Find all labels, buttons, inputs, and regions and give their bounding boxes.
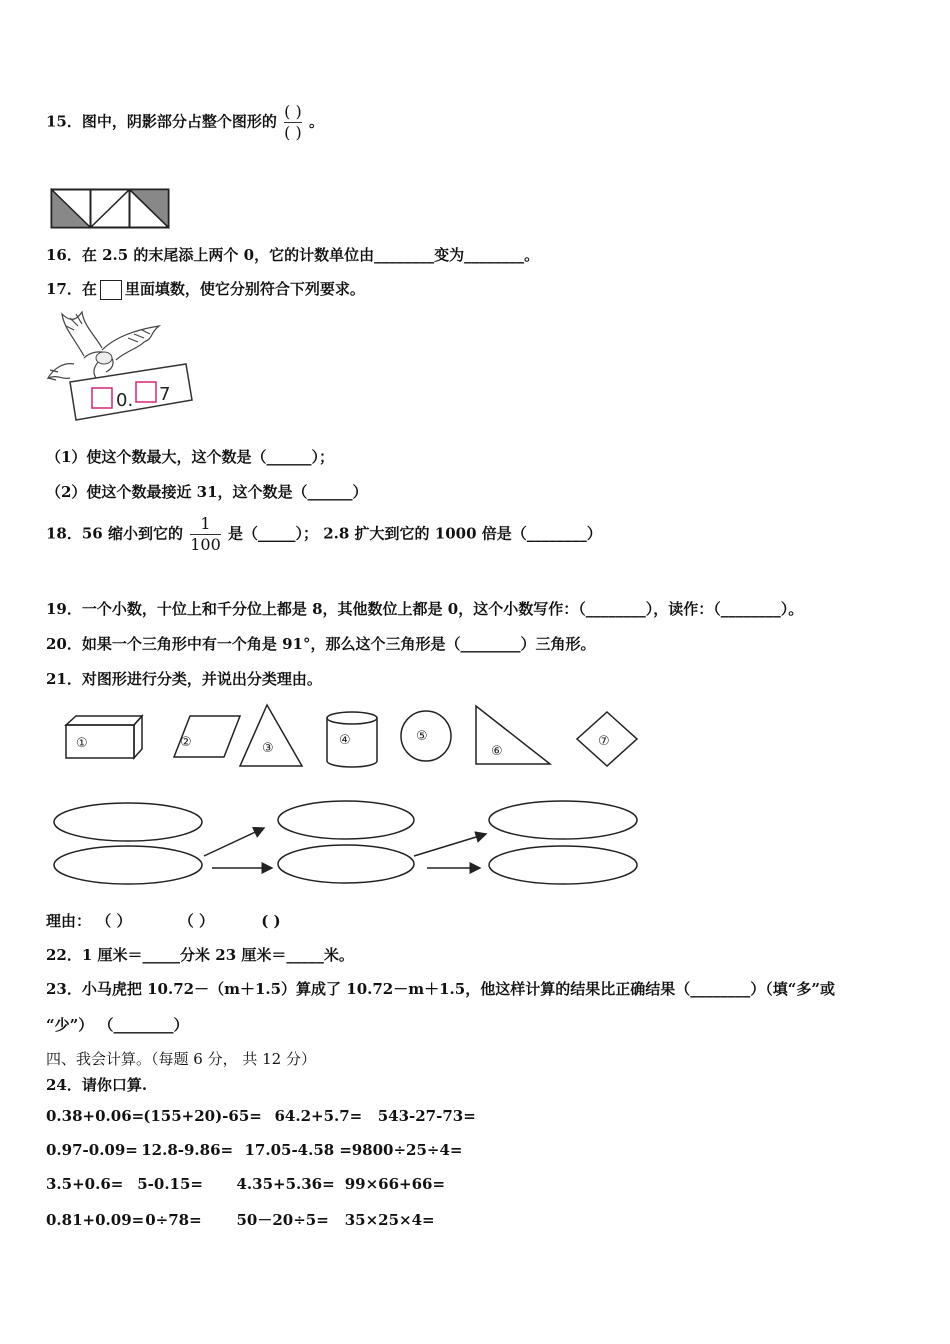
q15-denominator: ( ) xyxy=(284,123,302,142)
calc-item: 64.2+5.7= xyxy=(274,1107,363,1125)
q15-fraction xyxy=(284,102,302,143)
calc-row-4 xyxy=(46,1209,435,1230)
calc-row-2 xyxy=(46,1141,462,1159)
question-21: 21．对图形进行分类，并说出分类理由。 xyxy=(46,670,322,688)
calc-item: 4.35+5.36= xyxy=(236,1175,335,1193)
q21-reason-blank-3[interactable]: ( ) xyxy=(261,912,281,930)
calc-item: 5-0.15= xyxy=(137,1175,203,1193)
oval-bottom-right[interactable] xyxy=(489,846,637,884)
q17-prefix: 17．在 xyxy=(46,280,97,298)
oval-bottom-left[interactable] xyxy=(54,846,202,884)
q18-denominator: 100 xyxy=(190,535,221,554)
q15-shaded-figure xyxy=(50,188,172,230)
q18-numerator: 1 xyxy=(200,514,211,533)
calc-item: 9800÷25÷4= xyxy=(351,1141,463,1159)
q21-classification-diagram xyxy=(50,798,645,890)
calc-item: 3.5+0.6= xyxy=(46,1175,124,1193)
shape-label-6: ⑥ xyxy=(491,744,503,759)
q17-card-digit-a: 0. xyxy=(116,390,134,411)
question-24: 24．请你口算. xyxy=(46,1076,148,1094)
calc-row-1 xyxy=(46,1107,476,1125)
q17-card-digit-b: 7 xyxy=(159,384,171,405)
question-17 xyxy=(46,278,365,300)
calc-row-3 xyxy=(46,1175,445,1193)
calc-item: 17.05-4.58 = xyxy=(244,1141,352,1159)
calc-item: 35×25×4= xyxy=(344,1211,435,1229)
arrow-left-up xyxy=(204,828,264,856)
q21-shapes-figure xyxy=(50,700,650,770)
shape-label-2: ② xyxy=(180,735,192,750)
calc-item: 543-27-73= xyxy=(377,1107,476,1125)
q21-reason-blank-2[interactable]: （ ） xyxy=(178,912,214,930)
calc-item: 0.38+0.06= xyxy=(46,1107,145,1125)
shape-right-triangle xyxy=(476,706,550,764)
question-15 xyxy=(46,102,324,143)
calc-item: 50－20÷5= xyxy=(236,1211,329,1229)
calc-item: 0.81+0.09= xyxy=(46,1211,145,1229)
oval-bottom-middle[interactable] xyxy=(278,845,414,883)
calc-item: 12.8-9.86= xyxy=(141,1141,234,1159)
q15-suffix: 。 xyxy=(308,112,324,131)
oval-top-middle[interactable] xyxy=(278,801,414,839)
question-19: 19．一个小数，十位上和千分位上都是 8，其他数位上都是 0，这个小数写作：（________），读作：（________）。 xyxy=(46,600,804,618)
calc-item: 0÷78= xyxy=(145,1211,202,1229)
q18-suffix: 是（_____）； 2.8 扩大到它的 1000 倍是（________） xyxy=(228,524,602,543)
question-23-line-1: 23．小马虎把 10.72－（m＋1.5）算成了 10.72－m＋1.5，他这样计算的结果比正确结果（________）（填“多”或 xyxy=(46,980,835,998)
q17-sub-2: （2）使这个数最接近 31，这个数是（______） xyxy=(46,483,368,501)
question-22: 22．1 厘米＝_____分米 23 厘米＝_____米。 xyxy=(46,946,354,964)
oval-top-right[interactable] xyxy=(489,801,637,839)
arrow-middle-up xyxy=(414,834,486,856)
q15-numerator: ( ) xyxy=(284,102,302,121)
shape-label-4: ④ xyxy=(339,733,351,748)
question-16: 16．在 2.5 的末尾添上两个 0，它的计数单位由________变为________。 xyxy=(46,246,540,264)
oval-top-left[interactable] xyxy=(54,803,202,841)
calc-item: 99×66+66= xyxy=(344,1175,446,1193)
q21-reason-blank-1[interactable]: （ ） xyxy=(96,912,132,930)
shape-label-7: ⑦ xyxy=(598,734,610,749)
question-18 xyxy=(46,514,602,555)
q21-reason-label: 理由： xyxy=(46,912,92,930)
q17-bird-card-illustration xyxy=(44,308,194,428)
calc-item: 0.97-0.09= xyxy=(46,1141,138,1159)
calc-item: (155+20)-65= xyxy=(143,1107,262,1125)
q17-suffix: 里面填数，使它分别符合下列要求。 xyxy=(124,280,365,298)
question-23-line-2: “少”） （________） xyxy=(46,1016,189,1034)
q18-prefix: 18．56 缩小到它的 xyxy=(46,524,183,543)
shape-cylinder xyxy=(327,712,377,767)
section-4-title: 四、我会计算。（每题 6 分， 共 12 分） xyxy=(46,1050,316,1068)
question-20: 20．如果一个三角形中有一个角是 91°，那么这个三角形是（________）三角形。 xyxy=(46,635,596,653)
shape-label-1: ① xyxy=(76,736,88,751)
q17-sub-1: （1）使这个数最大，这个数是（______）； xyxy=(46,448,334,466)
q18-fraction xyxy=(190,514,221,555)
shape-label-3: ③ xyxy=(262,741,274,756)
q15-prefix: 15．图中，阴影部分占整个图形的 xyxy=(46,112,277,131)
q17-empty-box xyxy=(100,280,122,300)
q21-reason-line xyxy=(46,910,281,931)
shape-label-5: ⑤ xyxy=(416,729,428,744)
shape-triangle xyxy=(240,705,302,766)
